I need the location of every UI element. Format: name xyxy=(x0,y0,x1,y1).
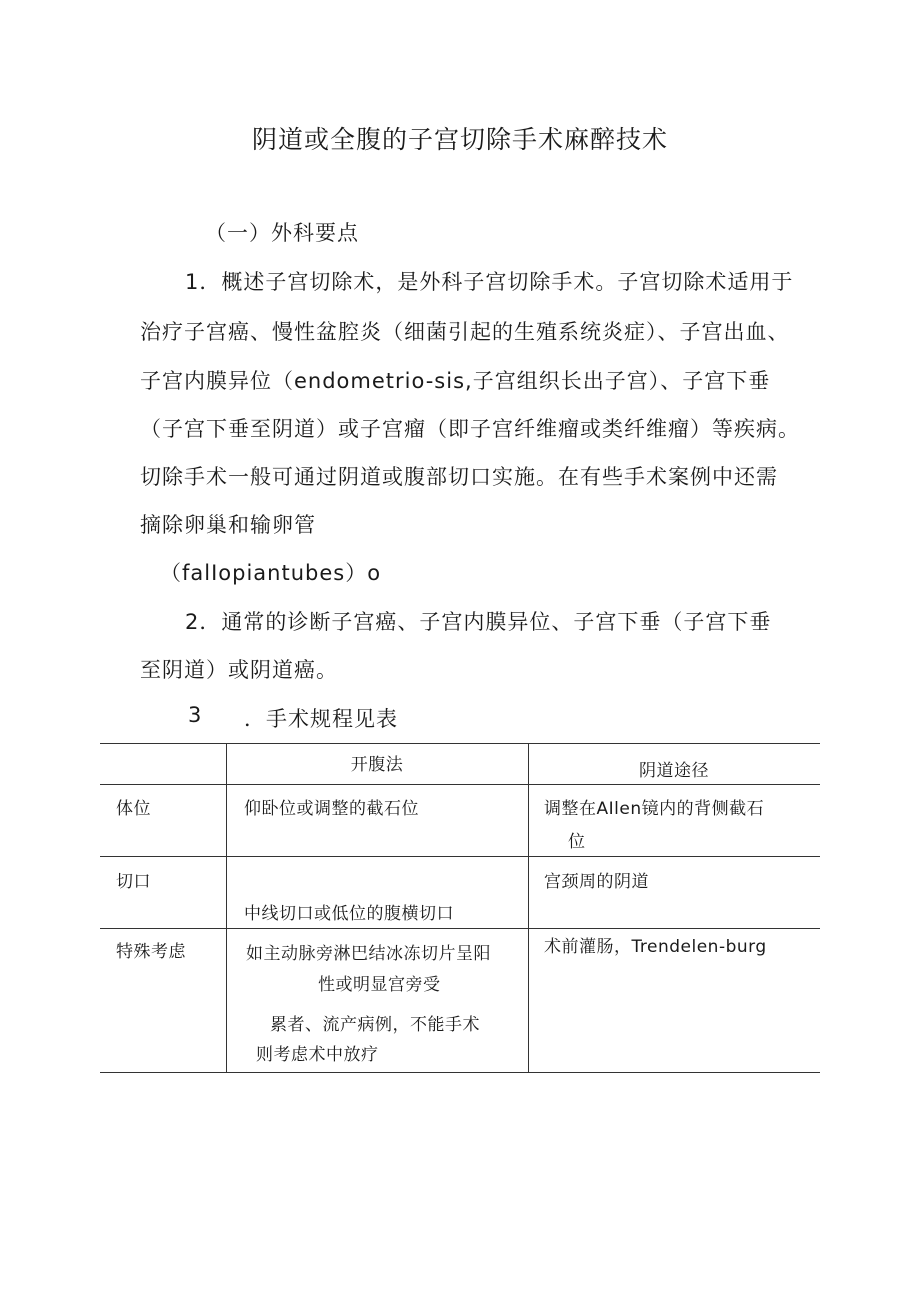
cell-vaginal-incision: 宫颈周的阴道 xyxy=(544,872,649,892)
table-rule-top xyxy=(100,743,820,744)
paragraph-1-line-5: 切除手术一般可通过阴道或腹部切口实施。在有些手术案例中还需 xyxy=(140,465,778,489)
cell-vaginal-special: 术前灌肠，Trendelen-burg xyxy=(544,937,767,957)
paragraph-2-line-2: 至阴道）或阴道癌。 xyxy=(140,658,338,682)
table-rule-row-2 xyxy=(100,928,820,929)
cell-open-special-line-3: 累者、流产病例，不能手术 xyxy=(270,1015,480,1035)
section-heading: （一）外科要点 xyxy=(205,221,359,245)
paragraph-1-line-1: 1．概述子宫切除术，是外科子宫切除手术。子宫切除术适用于 xyxy=(185,270,794,294)
table-header-open: 开腹法 xyxy=(350,755,404,775)
table-header-vaginal: 阴道途径 xyxy=(639,761,709,781)
paragraph-1-line-4: （子宫下垂至阴道）或子宫瘤（即子宫纤维瘤或类纤维瘤）等疾病。 xyxy=(140,417,800,441)
cell-open-special-line-4: 则考虑术中放疗 xyxy=(256,1045,379,1065)
paragraph-1-line-2: 治疗子宫癌、慢性盆腔炎（细菌引起的生殖系统炎症）、子宫出血、 xyxy=(140,320,790,344)
paragraph-3-number: 3 xyxy=(188,703,203,727)
row-label-position: 体位 xyxy=(116,799,151,819)
paragraph-1-line-3: 子宫内膜异位（endometrio-sis,子宫组织长出子宫）、子宫下垂 xyxy=(140,369,771,393)
paragraph-3-text: ．手术规程见表 xyxy=(244,707,398,731)
paragraph-1-line-6: 摘除卵巢和输卵管 xyxy=(140,513,316,537)
table-rule-header xyxy=(100,784,820,785)
table-divider-2 xyxy=(528,743,529,1072)
paragraph-2-line-1: 2．通常的诊断子宫癌、子宫内膜异位、子宫下垂（子宫下垂 xyxy=(185,610,772,634)
cell-open-position: 仰卧位或调整的截石位 xyxy=(244,799,419,819)
cell-open-incision: 中线切口或低位的腹横切口 xyxy=(244,904,454,924)
table-rule-row-1 xyxy=(100,856,820,857)
table-divider-1 xyxy=(226,743,227,1072)
row-label-special: 特殊考虑 xyxy=(116,942,186,962)
cell-vaginal-position-line-1: 调整在AIlen镜内的背侧截石 xyxy=(544,799,765,819)
cell-open-special-line-1: 如主动脉旁淋巴结冰冻切片呈阳 xyxy=(246,944,491,964)
cell-open-special-line-2: 性或明显宫旁受 xyxy=(318,975,441,995)
cell-vaginal-position-line-2: 位 xyxy=(568,832,586,852)
document-title: 阴道或全腹的子宫切除手术麻醉技术 xyxy=(251,125,668,154)
row-label-incision: 切口 xyxy=(116,872,151,892)
procedure-table xyxy=(100,743,820,1073)
table-rule-bottom xyxy=(100,1072,820,1073)
paragraph-1-line-7: （falIopiantubes）o xyxy=(160,561,382,585)
